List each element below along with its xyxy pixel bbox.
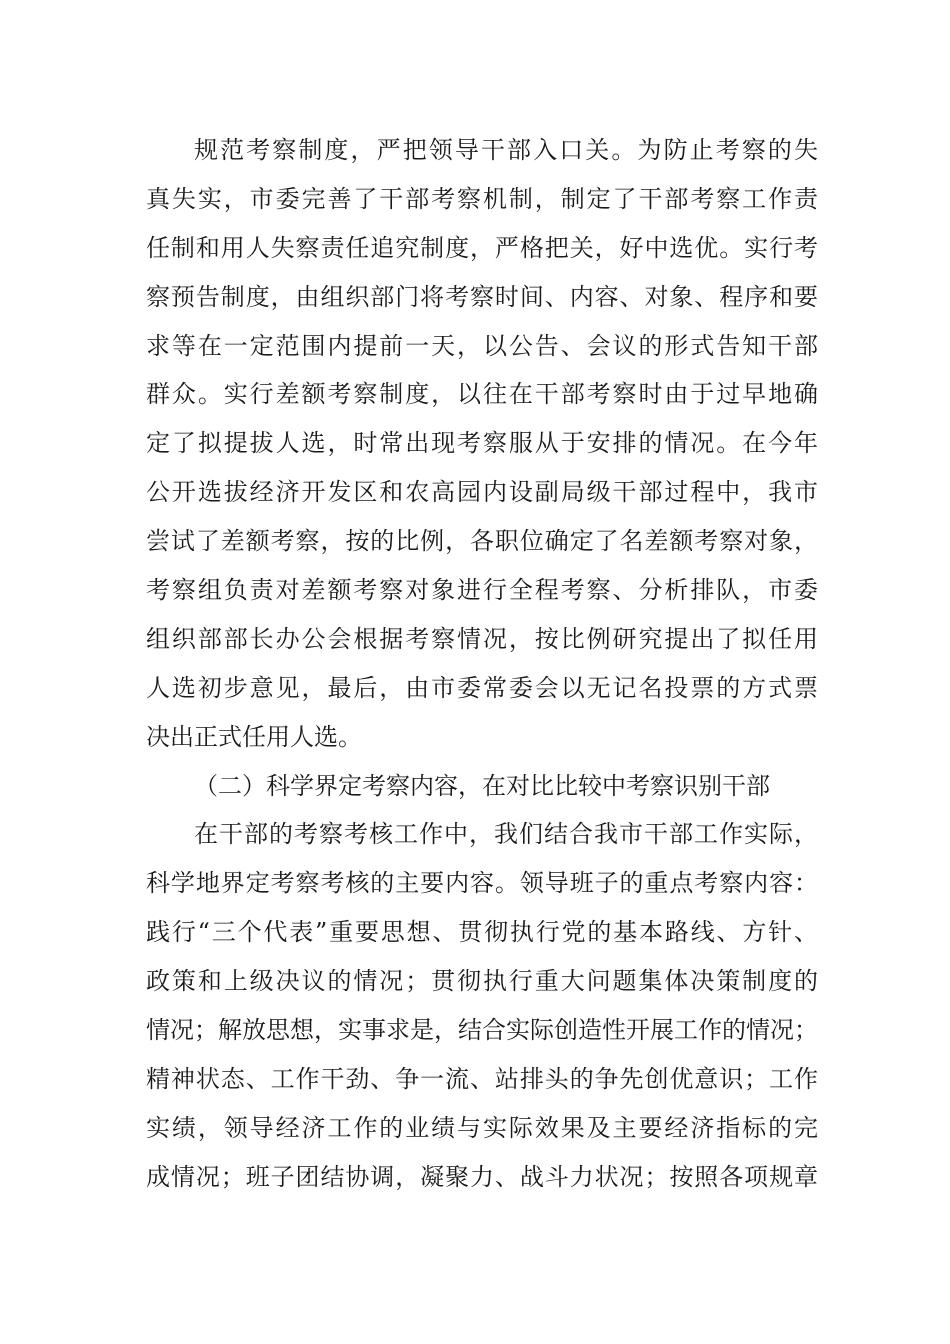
- section-heading: （二）科学界定考察内容，在对比比较中考察识别干部: [194, 771, 770, 800]
- paragraph-line: 组织部部长办公会根据考察情况，按比例研究提出了拟任用: [146, 624, 818, 653]
- paragraph-line: 群众。实行差额考察制度，以往在干部考察时由于过早地确: [146, 380, 818, 409]
- paragraph-line: 任制和用人失察责任追究制度，严格把关，好中选优。实行考: [146, 233, 818, 262]
- paragraph-line: 求等在一定范围内提前一天，以公告、会议的形式告知干部: [146, 331, 818, 360]
- paragraph-line: 真失实，市委完善了干部考察机制，制定了干部考察工作责: [146, 184, 818, 213]
- paragraph-line: 科学地界定考察考核的主要内容。领导班子的重点考察内容：: [146, 869, 818, 898]
- paragraph-line: 规范考察制度，严把领导干部入口关。为防止考察的失: [194, 136, 818, 164]
- paragraph-line: 定了拟提拔人选，时常出现考察服从于安排的情况。在今年: [146, 429, 818, 458]
- paragraph-line: 精神状态、工作干劲、争一流、站排头的争先创优意识；工作: [146, 1064, 818, 1093]
- paragraph-line: 政策和上级决议的情况；贯彻执行重大问题集体决策制度的: [146, 967, 818, 996]
- paragraph-line: 考察组负责对差额考察对象进行全程考察、分析排队，市委: [146, 576, 818, 605]
- paragraph-line: 情况；解放思想，实事求是，结合实际创造性开展工作的情况；: [146, 1016, 818, 1045]
- paragraph-line: 人选初步意见，最后，由市委常委会以无记名投票的方式票: [146, 673, 818, 702]
- paragraph-line: 实绩，领导经济工作的业绩与实际效果及主要经济指标的完: [146, 1113, 818, 1142]
- paragraph-line: 成情况；班子团结协调，凝聚力、战斗力状况；按照各项规章: [146, 1162, 818, 1191]
- paragraph-line: 尝试了差额考察，按的比例，各职位确定了名差额考察对象，: [146, 527, 818, 556]
- paragraph-line: 察预告制度，由组织部门将考察时间、内容、对象、程序和要: [146, 282, 818, 311]
- document-body: [146, 126, 818, 1202]
- paragraph-line: 在干部的考察考核工作中，我们结合我市干部工作实际，: [194, 820, 818, 849]
- paragraph-line: 公开选拔经济开发区和农高园内设副局级干部过程中，我市: [146, 478, 818, 507]
- paragraph-line: 决出正式任用人选。: [146, 722, 362, 751]
- paragraph-line: 践行“三个代表”重要思想、贯彻执行党的基本路线、方针、: [146, 918, 818, 947]
